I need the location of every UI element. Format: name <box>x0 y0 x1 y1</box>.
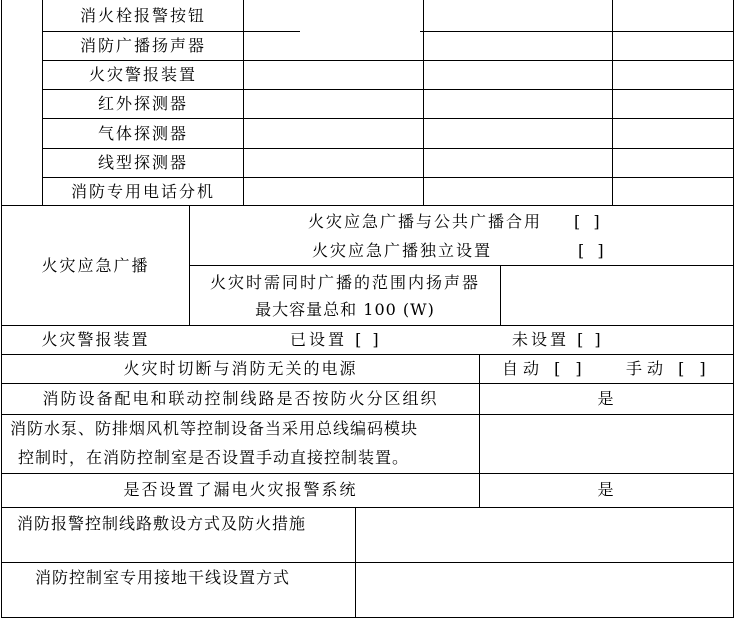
device-row-label: 消火栓报警按钮 <box>79 6 206 25</box>
broadcast-shared-checkbox[interactable]: [ ] <box>574 212 604 231</box>
manual-control-line2: 控制时，在消防控制室是否设置手动直接控制装置。 <box>18 448 410 467</box>
leakage-alarm-label: 是否设置了漏电火灾报警系统 <box>123 480 358 499</box>
wiring-method-value-cell[interactable] <box>356 508 733 562</box>
grounding-value-cell[interactable] <box>356 563 733 617</box>
grounding-label: 消防控制室专用接地干线设置方式 <box>35 568 291 587</box>
device-row-label: 火灾警报装置 <box>88 65 197 84</box>
leakage-alarm-value: 是 <box>597 480 616 499</box>
zone-wiring-label: 消防设备配电和联动控制线路是否按防火分区组织 <box>42 389 439 408</box>
emergency-broadcast-label: 火灾应急广播 <box>41 256 150 275</box>
speaker-capacity-line1: 火灾时需同时广播的范围内扬声器 <box>209 273 480 292</box>
power-cut-label: 火灾时切断与消防无关的电源 <box>123 359 358 378</box>
power-cut-manual-checkbox[interactable]: 手动 [ ] <box>626 359 711 378</box>
manual-control-line1: 消防水泵、防排烟风机等控制设备当采用总线编码模块 <box>10 419 419 438</box>
broadcast-shared-option: 火灾应急广播与公共广播合用 <box>308 212 543 231</box>
power-cut-auto-checkbox[interactable]: 自动 [ ] <box>502 359 587 378</box>
wiring-method-label: 消防报警控制线路敷设方式及防火措施 <box>17 514 307 533</box>
alarm-device-set-checkbox[interactable]: 已设置 [ ] <box>290 330 382 349</box>
speaker-capacity-line2: 最大容量总和 100 (W) <box>255 300 435 319</box>
alarm-device-not-set-checkbox[interactable]: 未设置 [ ] <box>512 330 604 349</box>
device-row-label: 消防专用电话分机 <box>70 182 215 201</box>
broadcast-independent-checkbox[interactable]: [ ] <box>578 241 608 260</box>
device-row-label: 气体探测器 <box>97 124 188 143</box>
alarm-device-label: 火灾警报装置 <box>41 330 150 349</box>
device-row-label: 线型探测器 <box>97 153 188 172</box>
zone-wiring-value: 是 <box>597 389 616 408</box>
scan-artifact <box>300 28 420 34</box>
device-row-label: 消防广播扬声器 <box>79 36 206 55</box>
device-row-label: 红外探测器 <box>97 94 188 113</box>
broadcast-independent-option: 火灾应急广播独立设置 <box>312 241 493 260</box>
